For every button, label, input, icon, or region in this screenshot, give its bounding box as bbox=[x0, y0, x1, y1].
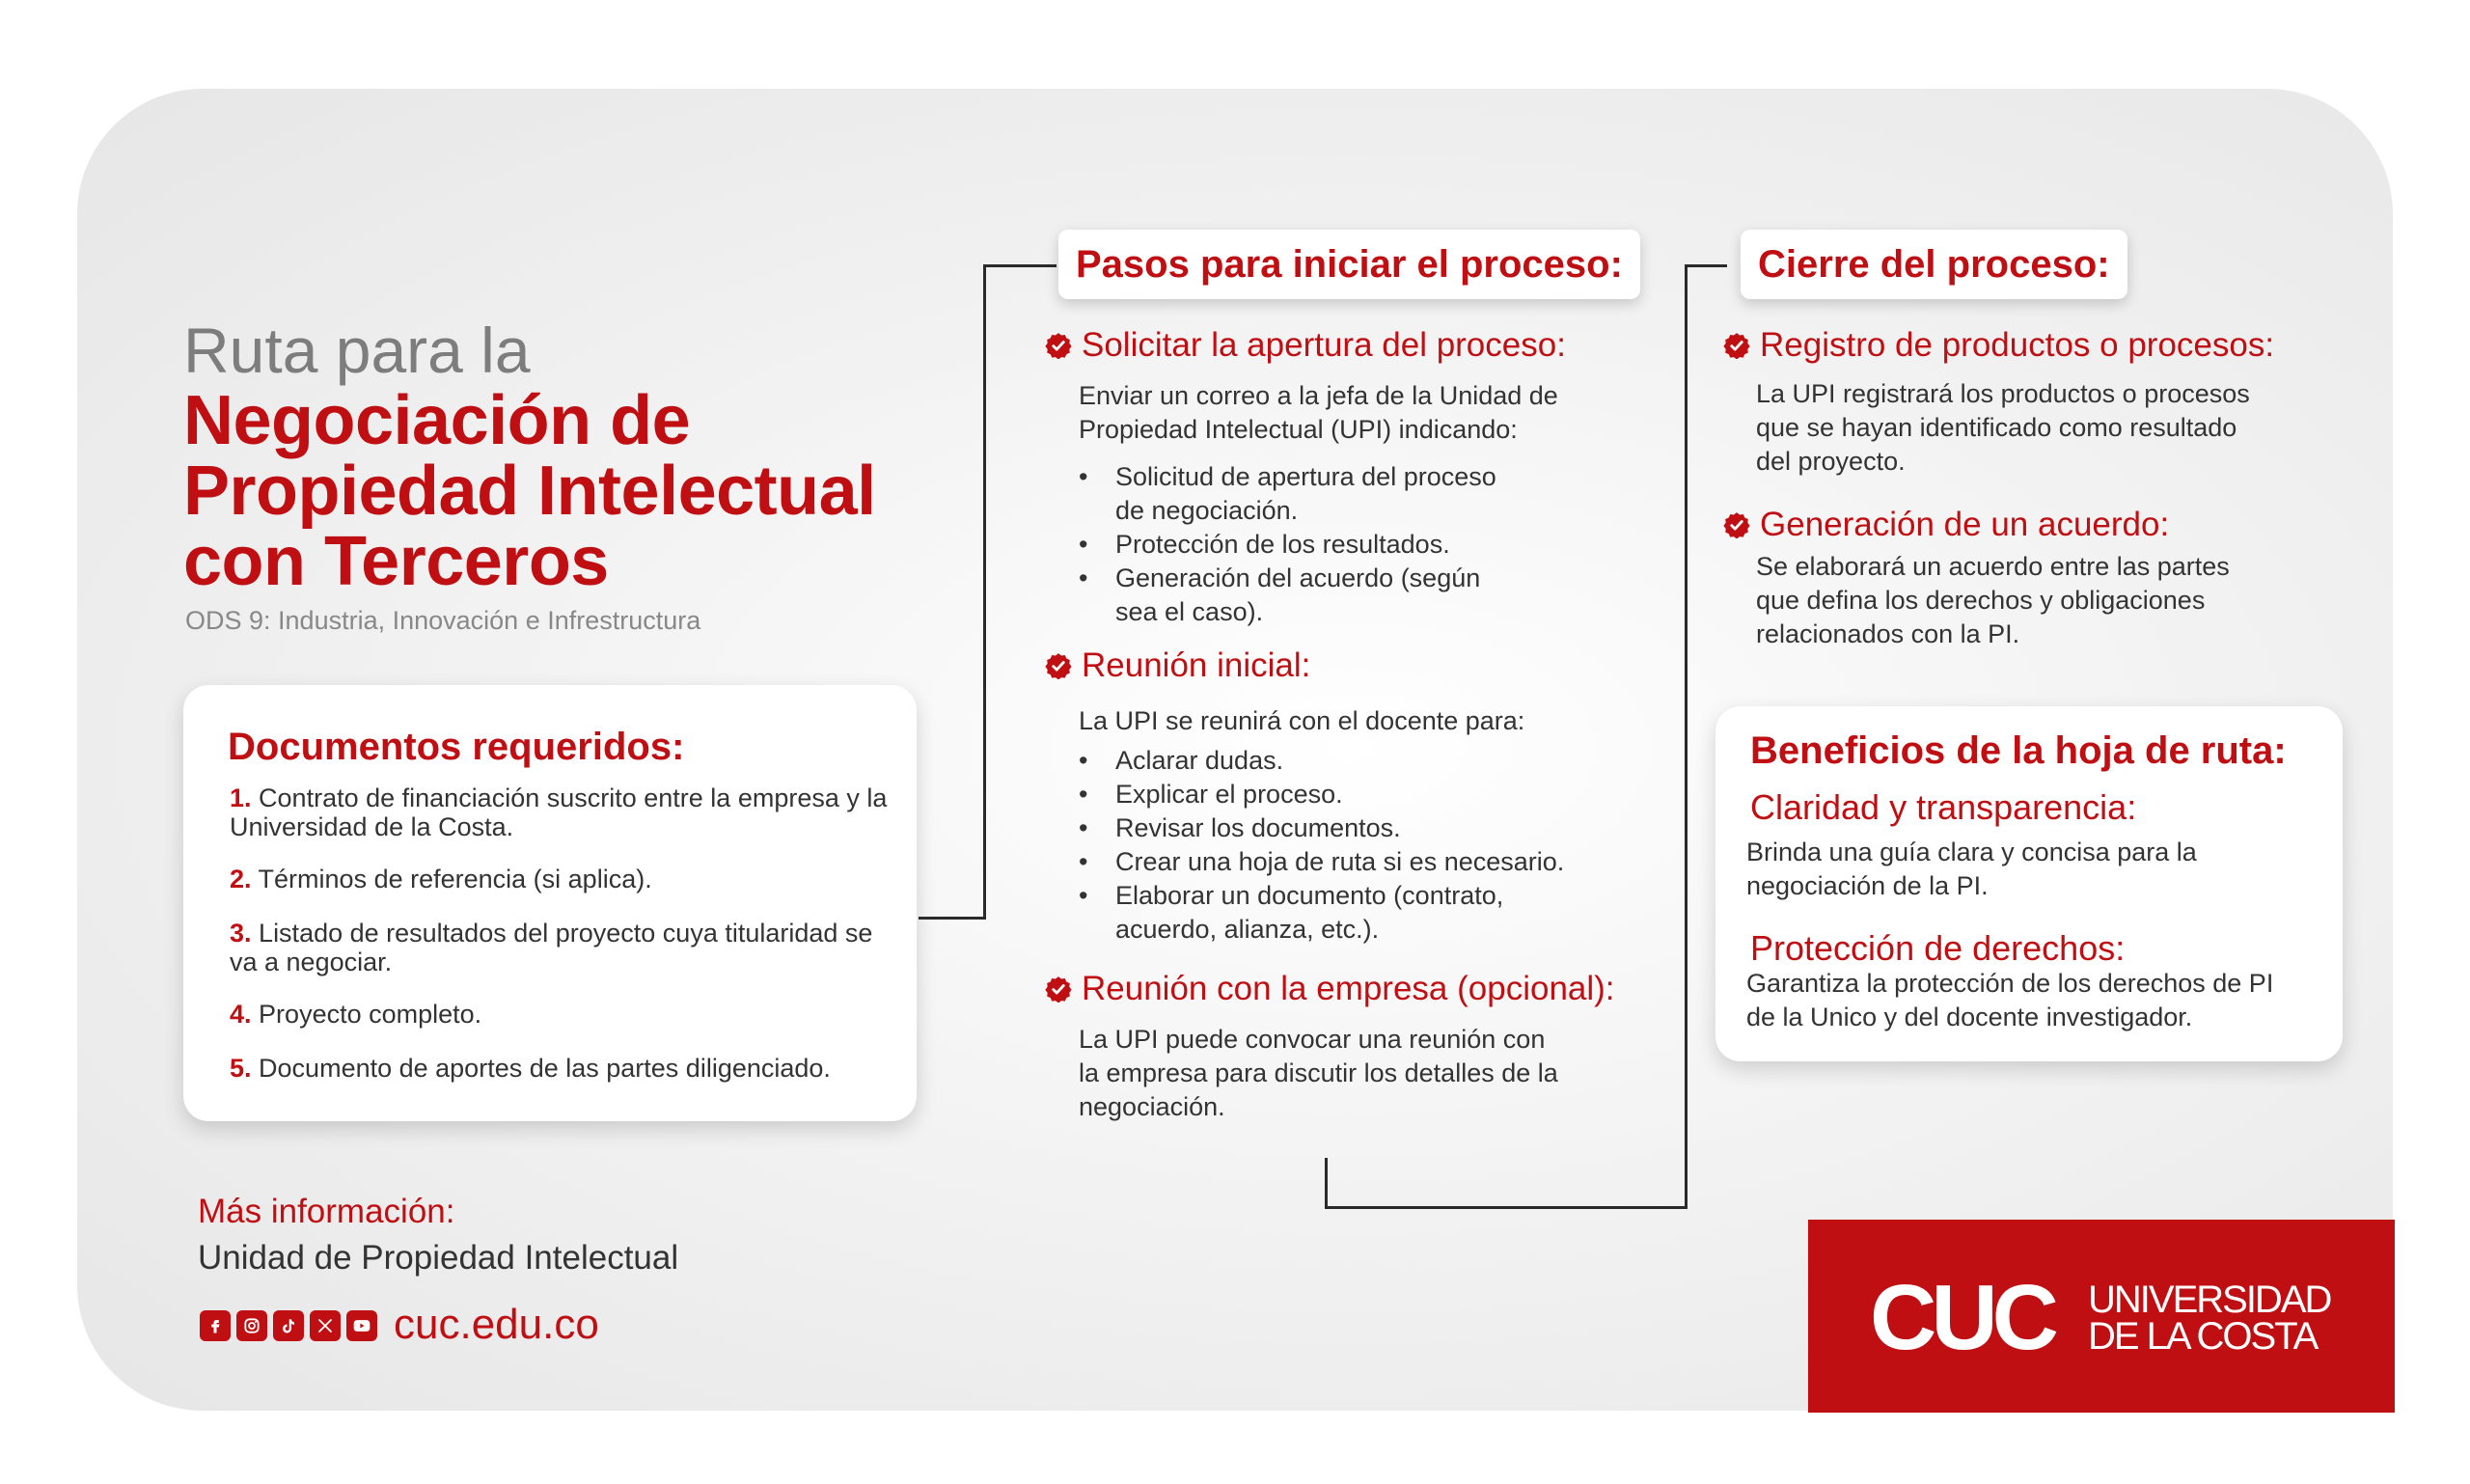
text-line: sea el caso). bbox=[1115, 597, 1264, 626]
bullet-item bbox=[1079, 744, 1283, 778]
step-1-title: Solicitar la apertura del proceso: bbox=[1082, 326, 1566, 364]
title-line-4: con Terceros bbox=[183, 523, 609, 600]
closing-heading: Cierre del proceso: bbox=[1741, 230, 2127, 299]
document-item-1 bbox=[230, 783, 895, 841]
step-1-heading bbox=[1045, 326, 1566, 365]
text-line: • Aclarar dudas. bbox=[1115, 746, 1284, 775]
text-line: • Elaborar un documento (contrato, bbox=[1115, 881, 1504, 910]
check-badge-icon bbox=[1045, 976, 1072, 1003]
text-line: Enviar un correo a la jefa de la Unidad de bbox=[1079, 381, 1558, 410]
text-line: Se elaborará un acuerdo entre las partes bbox=[1756, 552, 2230, 581]
text-line: Propiedad Intelectual (UPI) indicando: bbox=[1079, 415, 1518, 444]
step-3-heading bbox=[1045, 970, 1615, 1008]
document-item-4 bbox=[230, 1000, 895, 1029]
text-line: • Generación del acuerdo (según bbox=[1115, 563, 1481, 592]
closing-1-title: Registro de productos o procesos: bbox=[1760, 326, 2275, 364]
text-line: que se hayan identificado como resultado bbox=[1756, 413, 2237, 442]
document-item-5 bbox=[230, 1054, 895, 1083]
check-badge-icon bbox=[1045, 332, 1072, 359]
text-line: Brinda una guía clara y concisa para la bbox=[1746, 838, 2197, 866]
step-1-intro bbox=[1079, 379, 1558, 447]
text-line: la empresa para discutir los detalles de la bbox=[1079, 1058, 1558, 1087]
step-3-title: Reunión con la empresa (opcional): bbox=[1082, 970, 1615, 1007]
bullet-item bbox=[1079, 778, 1343, 811]
closing-2-heading bbox=[1723, 506, 2169, 544]
text-line: relacionados con la PI. bbox=[1756, 619, 2020, 648]
bullet-item bbox=[1079, 879, 1503, 947]
benefit-1-text bbox=[1746, 836, 2325, 903]
social-icons bbox=[200, 1310, 377, 1341]
item-text: Documento de aportes de las partes diligenciado. bbox=[259, 1054, 831, 1083]
title-line-2: Negociación de bbox=[183, 382, 691, 459]
documents-card bbox=[183, 685, 917, 1121]
connector-line bbox=[1325, 1158, 1328, 1208]
text-line: La UPI puede convocar una reunión con bbox=[1079, 1025, 1546, 1054]
closing-2-text bbox=[1756, 550, 2230, 651]
check-badge-icon bbox=[1723, 511, 1750, 538]
logo-line-1: UNIVERSIDAD bbox=[2088, 1278, 2331, 1321]
text-line: • Crear una hoja de ruta si es necesario. bbox=[1115, 847, 1565, 876]
benefits-heading: Beneficios de la hoja de ruta: bbox=[1750, 729, 2287, 772]
item-text: Términos de referencia (si aplica). bbox=[258, 865, 652, 893]
text-line: • Solicitud de apertura del proceso bbox=[1115, 462, 1496, 491]
website-link[interactable]: cuc.edu.co bbox=[394, 1301, 599, 1348]
connector-line bbox=[1685, 264, 1688, 1209]
x-icon[interactable] bbox=[310, 1310, 341, 1341]
logo-line-2: DE LA COSTA bbox=[2088, 1315, 2318, 1358]
bullet-item bbox=[1079, 562, 1480, 629]
connector-line bbox=[1325, 1206, 1688, 1209]
cuc-logo bbox=[1808, 1220, 2395, 1413]
text-line: del proyecto. bbox=[1756, 447, 1906, 476]
item-number: 4. bbox=[230, 1000, 252, 1029]
text-line: La UPI registrará los productos o procesos bbox=[1756, 379, 2250, 408]
facebook-icon[interactable] bbox=[200, 1310, 231, 1341]
subtitle: ODS 9: Industria, Innovación e Infrestructura bbox=[185, 606, 701, 635]
check-badge-icon bbox=[1723, 332, 1750, 359]
step-2-heading bbox=[1045, 646, 1310, 685]
item-text: Proyecto completo. bbox=[259, 1000, 482, 1029]
text-line: • Explicar el proceso. bbox=[1115, 780, 1343, 809]
bullet-item bbox=[1079, 460, 1496, 528]
step-2-title: Reunión inicial: bbox=[1082, 646, 1311, 684]
text-line: que defina los derechos y obligaciones bbox=[1756, 586, 2206, 615]
tiktok-icon[interactable] bbox=[273, 1310, 304, 1341]
text-line: negociación. bbox=[1079, 1092, 1225, 1121]
bullet-item bbox=[1079, 845, 1564, 879]
text-line: de la Unico y del docente investigador. bbox=[1746, 1003, 2193, 1031]
text-line: Garantiza la protección de los derechos de PI bbox=[1746, 969, 2274, 998]
youtube-icon[interactable] bbox=[346, 1310, 377, 1341]
benefit-2-text bbox=[1746, 967, 2325, 1034]
text-line: • Protección de los resultados. bbox=[1115, 530, 1450, 559]
closing-1-heading bbox=[1723, 326, 2274, 365]
document-item-3 bbox=[230, 919, 895, 976]
title-line-1: Ruta para la bbox=[183, 315, 531, 386]
item-text: Listado de resultados del proyecto cuya titularidad se va a negociar. bbox=[230, 919, 873, 976]
item-number: 2. bbox=[230, 865, 252, 893]
item-number: 1. bbox=[230, 783, 252, 812]
closing-1-text bbox=[1756, 377, 2250, 479]
text-line: de negociación. bbox=[1115, 496, 1299, 525]
steps-heading: Pasos para iniciar el proceso: bbox=[1058, 230, 1640, 299]
instagram-icon[interactable] bbox=[236, 1310, 267, 1341]
logo-mark: CUC bbox=[1870, 1266, 2053, 1369]
step-2-intro: La UPI se reunirá con el docente para: bbox=[1079, 706, 1525, 735]
check-badge-icon bbox=[1045, 652, 1072, 679]
bullet-item bbox=[1079, 811, 1401, 845]
document-item-2 bbox=[230, 865, 895, 893]
bullet-item bbox=[1079, 528, 1450, 562]
more-info-heading: Más información: bbox=[198, 1193, 455, 1230]
text-line: • Revisar los documentos. bbox=[1115, 813, 1401, 842]
connector-line bbox=[919, 917, 986, 920]
benefits-card bbox=[1715, 706, 2343, 1061]
step-3-text bbox=[1079, 1023, 1558, 1124]
benefit-2-title: Protección de derechos: bbox=[1750, 928, 2126, 968]
benefit-1-title: Claridad y transparencia: bbox=[1750, 787, 2137, 827]
text-line: negociación de la PI. bbox=[1746, 871, 1989, 900]
university-logo-block bbox=[1808, 1220, 2395, 1413]
title-main bbox=[183, 382, 876, 600]
item-text: Contrato de financiación suscrito entre la empresa y la Universidad de la Costa. bbox=[230, 783, 888, 841]
item-number: 5. bbox=[230, 1054, 252, 1083]
closing-2-title: Generación de un acuerdo: bbox=[1760, 506, 2170, 543]
unit-name: Unidad de Propiedad Intelectual bbox=[198, 1239, 679, 1277]
text-line: acuerdo, alianza, etc.). bbox=[1115, 915, 1380, 944]
item-number: 3. bbox=[230, 919, 252, 948]
documents-heading: Documentos requeridos: bbox=[228, 726, 685, 768]
connector-line bbox=[983, 264, 1057, 267]
title-line-3: Propiedad Intelectual bbox=[183, 453, 876, 530]
connector-line bbox=[983, 264, 986, 920]
connector-line bbox=[1685, 264, 1727, 267]
